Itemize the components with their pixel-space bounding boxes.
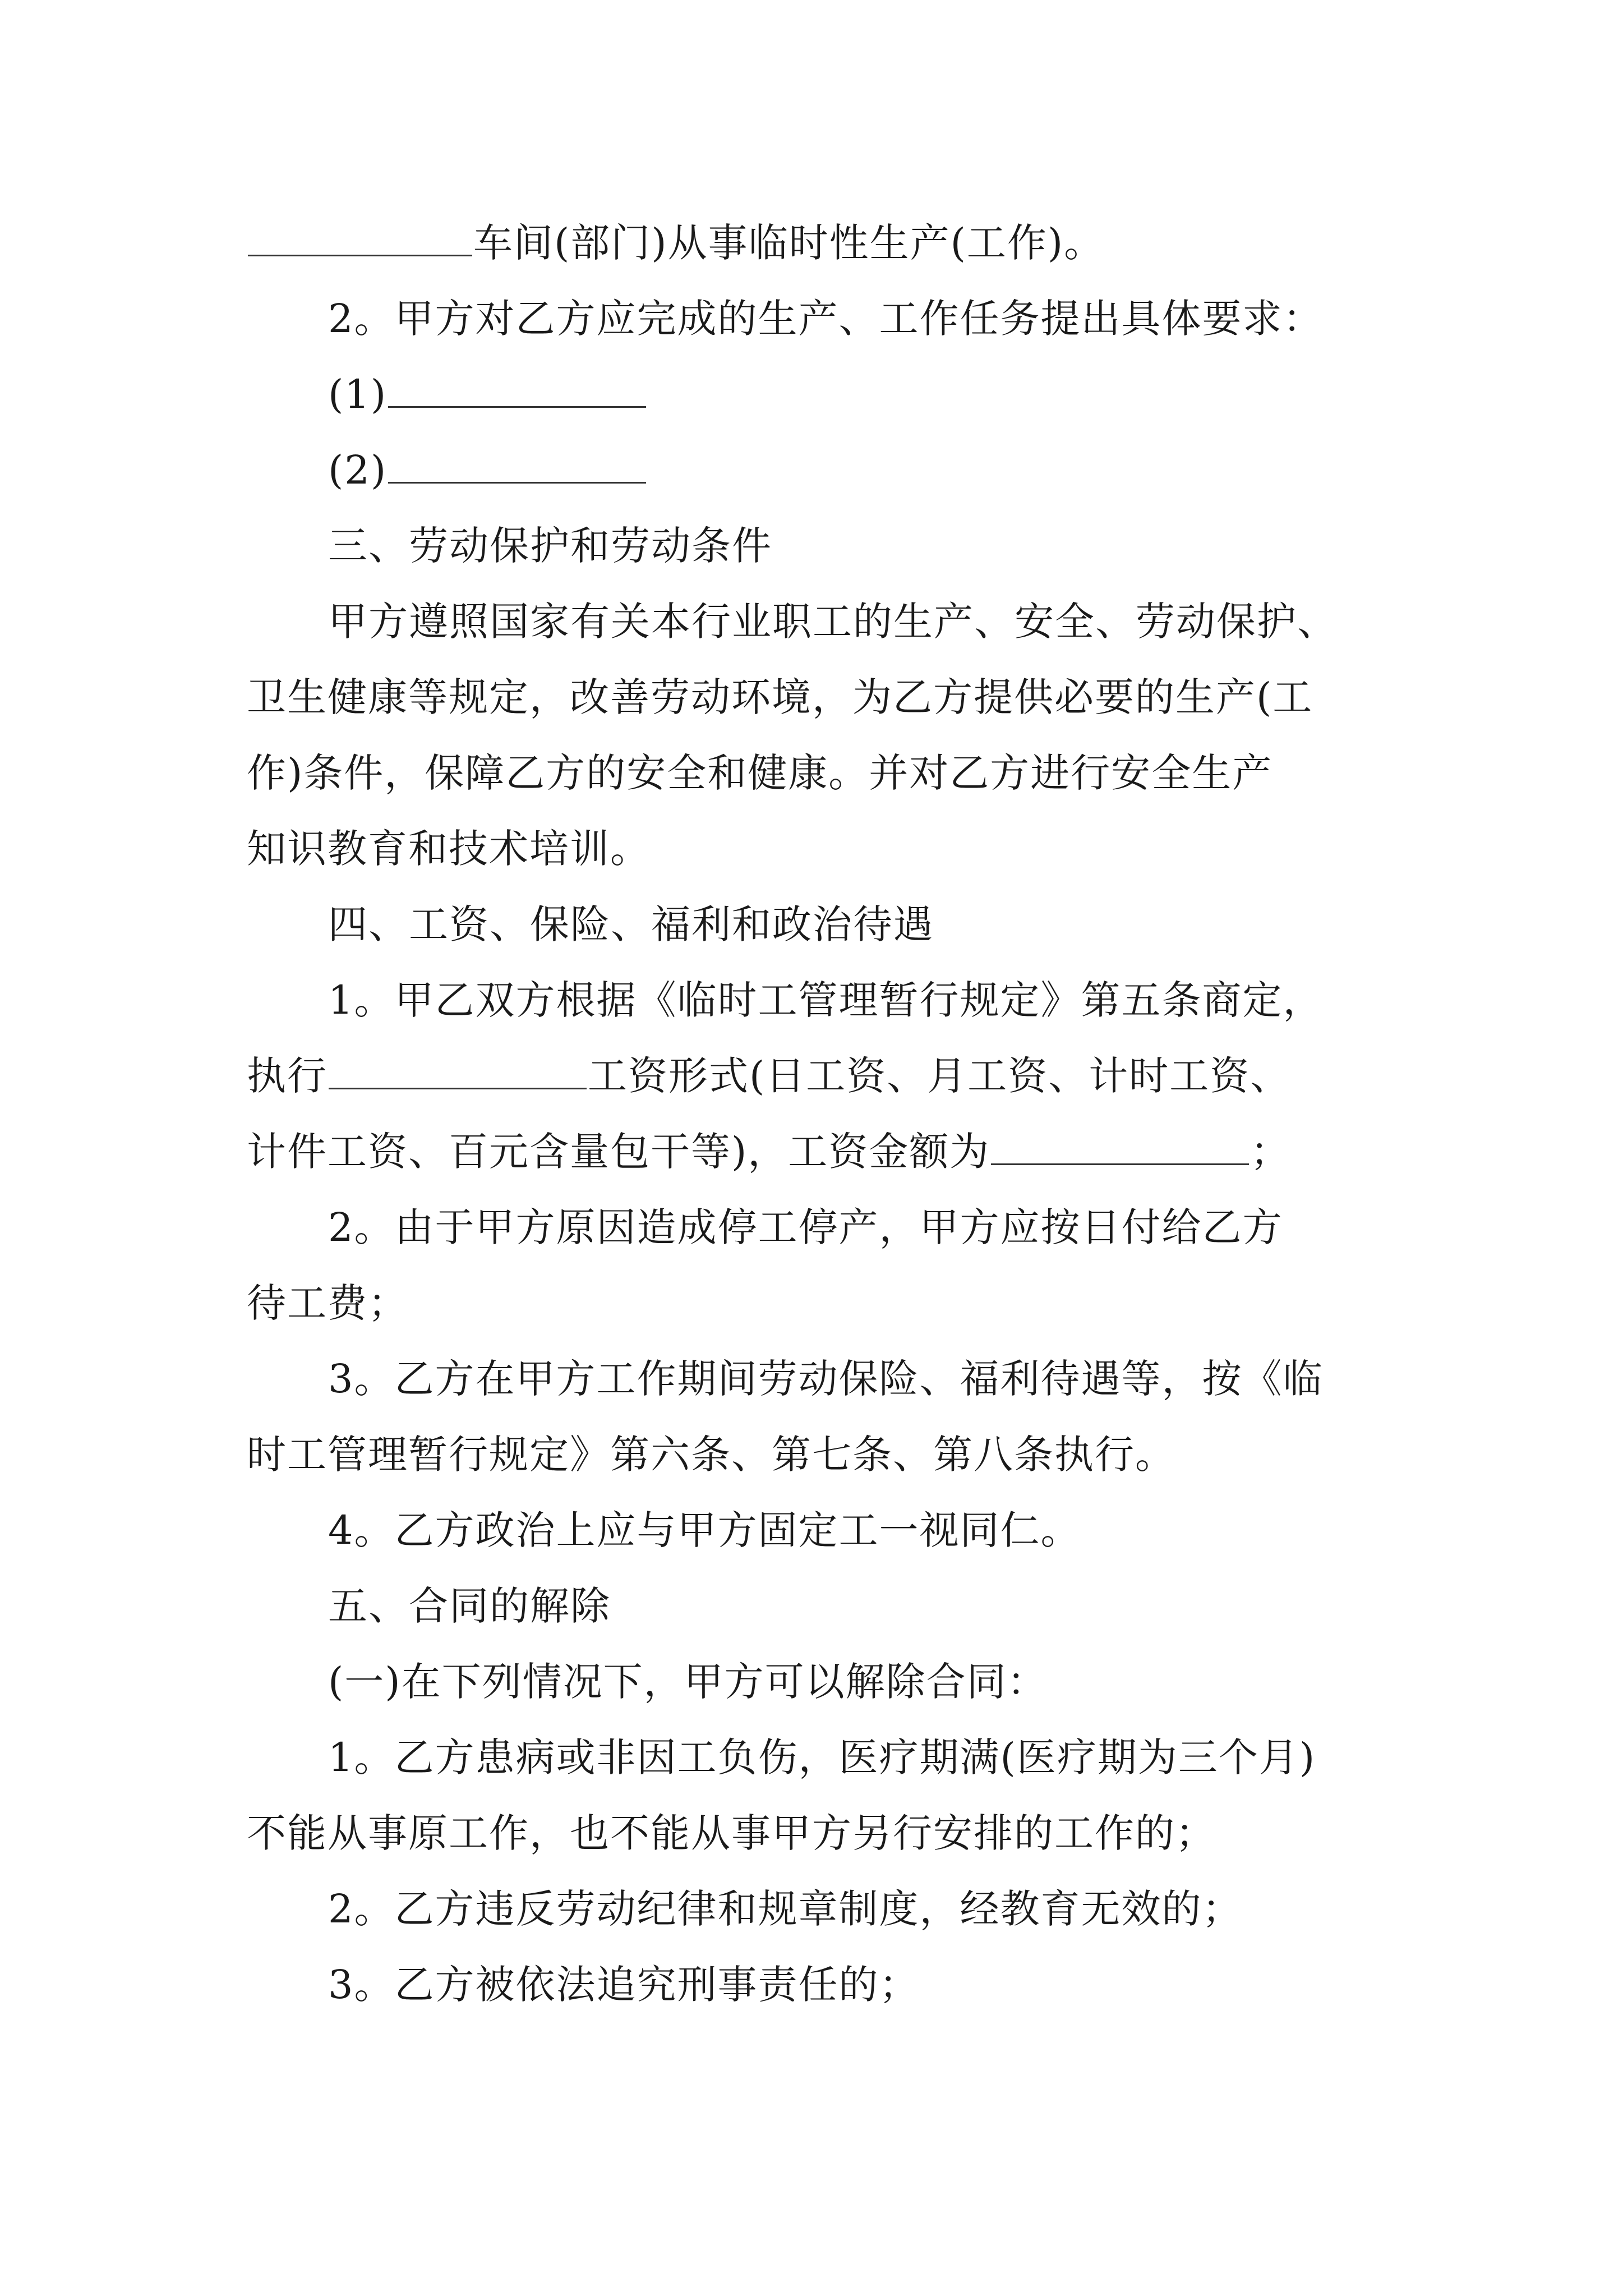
text-line xyxy=(247,1276,408,1330)
line-text: 五、合同的解除 xyxy=(328,1583,611,1629)
line-text: ； xyxy=(1250,1129,1291,1175)
text-line xyxy=(247,746,1272,800)
line-text: 待工费； xyxy=(247,1280,408,1326)
line-text: (一)在下列情况下，甲方可以解除合同： xyxy=(328,1659,1048,1705)
text-line xyxy=(247,1806,1216,1860)
line-text: 卫生健康等规定，改善劳动环境，为乙方提供必要的生产(工 xyxy=(247,674,1313,720)
line-text: 计件工资、百元含量包干等)，工资金额为 xyxy=(247,1129,990,1175)
line-text: 车间(部门)从事临时性生产(工作)。 xyxy=(473,220,1105,266)
text-line xyxy=(328,1882,1243,1936)
section-heading xyxy=(328,1579,611,1633)
line-text: 3。乙方在甲方工作期间劳动保险、福利待遇等，按《临 xyxy=(328,1356,1324,1402)
line-text: 时工管理暂行规定》第六条、第七条、第八条执行。 xyxy=(247,1432,1175,1478)
fill-in-blank[interactable] xyxy=(991,1130,1249,1165)
section-heading xyxy=(328,898,934,951)
line-text: 甲方遵照国家有关本行业职工的生产、安全、劳动保护、 xyxy=(328,599,1338,645)
text-line xyxy=(247,670,1313,724)
text-line xyxy=(247,1049,1290,1103)
text-line xyxy=(328,1958,920,2012)
fill-in-blank[interactable] xyxy=(388,372,646,408)
line-text: 知识教育和技术培训。 xyxy=(247,826,651,872)
section-heading xyxy=(328,519,772,573)
line-text: 3。乙方被依法追究刑事责任的； xyxy=(328,1962,920,2008)
text-line xyxy=(328,1731,1316,1784)
text-line xyxy=(247,1428,1175,1481)
line-text: (1) xyxy=(328,371,388,417)
text-line xyxy=(328,292,1324,346)
text-line xyxy=(328,1655,1048,1709)
fill-in-blank[interactable] xyxy=(329,1054,587,1089)
line-text: (2) xyxy=(328,447,388,493)
fill-in-blank[interactable] xyxy=(248,221,472,256)
line-text: 工资形式(日工资、月工资、计时工资、 xyxy=(588,1053,1291,1099)
text-line xyxy=(328,1503,1081,1557)
text-line xyxy=(328,595,1338,648)
text-line xyxy=(328,1200,1283,1254)
text-line xyxy=(328,443,647,497)
line-text: 2。甲方对乙方应完成的生产、工作任务提出具体要求： xyxy=(328,296,1324,342)
line-text: 三、劳动保护和劳动条件 xyxy=(328,523,772,569)
text-line xyxy=(247,216,1104,270)
text-line xyxy=(328,973,1324,1027)
line-text: 2。由于甲方原因造成停工停产，甲方应按日付给乙方 xyxy=(328,1204,1283,1250)
line-text: 四、工资、保险、福利和政治待遇 xyxy=(328,901,934,947)
line-text: 不能从事原工作，也不能从事甲方另行安排的工作的； xyxy=(247,1810,1216,1856)
text-line xyxy=(328,1352,1324,1406)
line-text: 1。甲乙双方根据《临时工管理暂行规定》第五条商定， xyxy=(328,977,1324,1023)
line-text: 4。乙方政治上应与甲方固定工一视同仁。 xyxy=(328,1507,1081,1553)
text-line xyxy=(328,367,647,421)
fill-in-blank[interactable] xyxy=(388,448,646,484)
line-text: 作)条件，保障乙方的安全和健康。并对乙方进行安全生产 xyxy=(247,750,1273,796)
line-text: 执行 xyxy=(247,1053,328,1099)
text-line xyxy=(247,1125,1290,1179)
line-text: 1。乙方患病或非因工负伤，医疗期满(医疗期为三个月) xyxy=(328,1734,1316,1780)
text-line xyxy=(247,822,651,876)
line-text: 2。乙方违反劳动纪律和规章制度，经教育无效的； xyxy=(328,1886,1243,1932)
